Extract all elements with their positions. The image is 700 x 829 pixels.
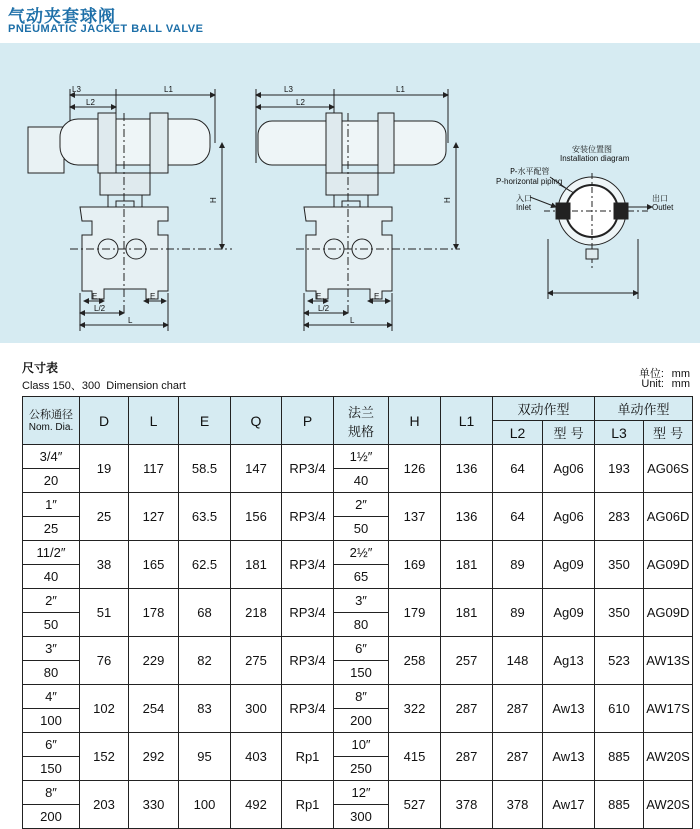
cell-L2: 148 <box>493 637 543 685</box>
cell-nom-mm: 80 <box>23 661 80 685</box>
svg-text:安装位置图: 安装位置图 <box>572 145 612 154</box>
table-row <box>23 637 693 661</box>
col-L: L <box>129 397 179 445</box>
cell-flange-mm: 300 <box>334 805 389 829</box>
cell-nom-mm: 150 <box>23 757 80 781</box>
cell-D: 19 <box>80 445 129 493</box>
svg-text:L2: L2 <box>86 98 95 107</box>
cell-Q: 403 <box>231 733 282 781</box>
col-flange: 法兰 规格 <box>334 397 389 445</box>
class-text: Class 150、300 <box>22 380 101 392</box>
cell-flange-mm: 65 <box>334 565 389 589</box>
svg-text:L1: L1 <box>396 85 405 94</box>
installation-diagram <box>530 173 652 299</box>
cell-flange-mm: 200 <box>334 709 389 733</box>
cell-L: 117 <box>129 445 179 493</box>
table-row <box>23 493 693 517</box>
cell-D: 51 <box>80 589 129 637</box>
svg-text:Installation diagram: Installation diagram <box>560 154 630 163</box>
cell-L: 292 <box>129 733 179 781</box>
svg-text:L: L <box>128 316 133 325</box>
cell-nom-mm: 50 <box>23 613 80 637</box>
cell-P: RP3/4 <box>282 445 334 493</box>
col-double-acting: 双动作型 <box>493 397 595 421</box>
cell-L3: 350 <box>595 589 644 637</box>
cell-L: 254 <box>129 685 179 733</box>
cell-L2: 64 <box>493 445 543 493</box>
svg-text:H: H <box>209 197 218 203</box>
cell-H: 169 <box>389 541 441 589</box>
cell-L3: 350 <box>595 541 644 589</box>
cell-flange-in: 6″ <box>334 637 389 661</box>
cell-flange-in: 3″ <box>334 589 389 613</box>
col-model-single: 型 号 <box>644 421 693 445</box>
cell-D: 152 <box>80 733 129 781</box>
cell-P: RP3/4 <box>282 541 334 589</box>
cell-model_s: AG09D <box>644 589 693 637</box>
cell-L3: 610 <box>595 685 644 733</box>
svg-text:出口: 出口 <box>652 194 668 203</box>
cell-P: Rp1 <box>282 781 334 829</box>
cell-L1: 287 <box>441 685 493 733</box>
cell-L: 330 <box>129 781 179 829</box>
cell-H: 527 <box>389 781 441 829</box>
dimension-chart-title: 尺寸表 <box>22 361 59 375</box>
cell-model_d: Ag09 <box>543 541 595 589</box>
page-title: 气动夹套球阀 <box>8 7 116 27</box>
cell-nom-mm: 40 <box>23 565 80 589</box>
svg-text:E: E <box>92 292 98 301</box>
cell-nom-in: 1″ <box>23 493 80 517</box>
cell-Q: 181 <box>231 541 282 589</box>
svg-text:L/2: L/2 <box>318 304 330 313</box>
cell-model_s: AG09D <box>644 541 693 589</box>
col-L3: L3 <box>595 421 644 445</box>
cell-nom-in: 6″ <box>23 733 80 757</box>
cell-E: 95 <box>179 733 231 781</box>
unit-zh-key: 单位: <box>638 368 664 380</box>
cell-L1: 136 <box>441 445 493 493</box>
table-row <box>23 781 693 805</box>
cell-L: 178 <box>129 589 179 637</box>
svg-text:入口: 入口 <box>516 194 532 203</box>
valve-view-double <box>256 89 460 331</box>
cell-nom-mm: 25 <box>23 517 80 541</box>
cell-P: RP3/4 <box>282 589 334 637</box>
col-E: E <box>179 397 231 445</box>
svg-text:L3: L3 <box>72 85 81 94</box>
cell-Q: 156 <box>231 493 282 541</box>
cell-model_s: AG06D <box>644 493 693 541</box>
cell-E: 68 <box>179 589 231 637</box>
cell-L3: 885 <box>595 781 644 829</box>
svg-text:P-水平配管: P-水平配管 <box>510 167 550 176</box>
page-subtitle: PNEUMATIC JACKET BALL VALVE <box>8 23 204 35</box>
cell-flange-mm: 40 <box>334 469 389 493</box>
svg-text:Outlet: Outlet <box>652 203 674 212</box>
svg-text:E: E <box>316 292 322 301</box>
svg-text:E: E <box>150 292 156 301</box>
cell-H: 137 <box>389 493 441 541</box>
cell-model_d: Ag06 <box>543 445 595 493</box>
cell-P: RP3/4 <box>282 685 334 733</box>
cell-L2: 64 <box>493 493 543 541</box>
table-row <box>23 733 693 757</box>
unit-en-key: Unit: <box>641 378 664 390</box>
col-L1: L1 <box>441 397 493 445</box>
unit-en-value: mm <box>671 378 690 390</box>
col-model-double: 型 号 <box>543 421 595 445</box>
cell-L2: 89 <box>493 541 543 589</box>
cell-P: RP3/4 <box>282 637 334 685</box>
cell-flange-mm: 250 <box>334 757 389 781</box>
cell-E: 83 <box>179 685 231 733</box>
cell-flange-in: 2½″ <box>334 541 389 565</box>
cell-L1: 136 <box>441 493 493 541</box>
cell-nom-in: 4″ <box>23 685 80 709</box>
cell-nom-in: 11/2″ <box>23 541 80 565</box>
dimension-table <box>22 396 693 829</box>
cell-D: 102 <box>80 685 129 733</box>
cell-E: 82 <box>179 637 231 685</box>
cell-L2: 378 <box>493 781 543 829</box>
cell-flange-in: 12″ <box>334 781 389 805</box>
svg-text:L3: L3 <box>284 85 293 94</box>
cell-H: 258 <box>389 637 441 685</box>
cell-L2: 89 <box>493 589 543 637</box>
cell-D: 38 <box>80 541 129 589</box>
cell-model_s: AW17S <box>644 685 693 733</box>
cell-Q: 147 <box>231 445 282 493</box>
cell-nom-in: 2″ <box>23 589 80 613</box>
cell-Q: 275 <box>231 637 282 685</box>
unit-zh-value: mm <box>671 368 690 380</box>
cell-Q: 492 <box>231 781 282 829</box>
cell-L: 229 <box>129 637 179 685</box>
cell-nom-in: 3/4″ <box>23 445 80 469</box>
cell-model_d: Ag13 <box>543 637 595 685</box>
svg-text:E: E <box>374 292 380 301</box>
cell-E: 63.5 <box>179 493 231 541</box>
cell-L: 127 <box>129 493 179 541</box>
col-single-acting: 单动作型 <box>595 397 693 421</box>
cell-flange-in: 8″ <box>334 685 389 709</box>
unit-en <box>641 378 690 390</box>
cell-H: 126 <box>389 445 441 493</box>
technical-drawing <box>0 43 700 343</box>
svg-text:H: H <box>443 197 452 203</box>
svg-text:L1: L1 <box>164 85 173 94</box>
cell-P: RP3/4 <box>282 493 334 541</box>
cell-nom-in: 8″ <box>23 781 80 805</box>
cell-L3: 885 <box>595 733 644 781</box>
col-Q: Q <box>231 397 282 445</box>
cell-P: Rp1 <box>282 733 334 781</box>
dimension-table-body <box>23 445 693 829</box>
cell-L: 165 <box>129 541 179 589</box>
cell-L2: 287 <box>493 733 543 781</box>
cell-E: 62.5 <box>179 541 231 589</box>
cell-flange-mm: 50 <box>334 517 389 541</box>
cell-L2: 287 <box>493 685 543 733</box>
cell-flange-mm: 150 <box>334 661 389 685</box>
cell-model_s: AW20S <box>644 733 693 781</box>
cell-D: 76 <box>80 637 129 685</box>
cell-E: 100 <box>179 781 231 829</box>
cell-H: 322 <box>389 685 441 733</box>
cell-nom-mm: 20 <box>23 469 80 493</box>
table-row <box>23 589 693 613</box>
table-row <box>23 541 693 565</box>
cell-model_s: AW20S <box>644 781 693 829</box>
cell-D: 25 <box>80 493 129 541</box>
cell-nom-mm: 100 <box>23 709 80 733</box>
cell-L1: 287 <box>441 733 493 781</box>
svg-text:L: L <box>350 316 355 325</box>
cell-model_d: Aw17 <box>543 781 595 829</box>
valve-drawing-svg <box>0 43 700 343</box>
cell-H: 179 <box>389 589 441 637</box>
chart-text: Dimension chart <box>106 380 186 392</box>
cell-L3: 523 <box>595 637 644 685</box>
cell-model_d: Ag09 <box>543 589 595 637</box>
cell-flange-in: 1½″ <box>334 445 389 469</box>
cell-nom-mm: 200 <box>23 805 80 829</box>
cell-L3: 193 <box>595 445 644 493</box>
svg-text:L/2: L/2 <box>94 304 106 313</box>
cell-Q: 300 <box>231 685 282 733</box>
col-L2: L2 <box>493 421 543 445</box>
cell-L1: 181 <box>441 589 493 637</box>
col-P: P <box>282 397 334 445</box>
cell-flange-in: 10″ <box>334 733 389 757</box>
col-H: H <box>389 397 441 445</box>
cell-nom-in: 3″ <box>23 637 80 661</box>
svg-text:P-horizontal piping: P-horizontal piping <box>496 177 563 186</box>
col-D: D <box>80 397 129 445</box>
cell-L1: 181 <box>441 541 493 589</box>
col-nom: 公称通径 Nom. Dia. <box>23 397 80 445</box>
cell-E: 58.5 <box>179 445 231 493</box>
cell-flange-mm: 80 <box>334 613 389 637</box>
cell-model_d: Ag06 <box>543 493 595 541</box>
cell-model_s: AG06S <box>644 445 693 493</box>
svg-text:Inlet: Inlet <box>516 203 532 212</box>
valve-view-single <box>28 89 232 331</box>
cell-D: 203 <box>80 781 129 829</box>
cell-L1: 257 <box>441 637 493 685</box>
cell-H: 415 <box>389 733 441 781</box>
cell-Q: 218 <box>231 589 282 637</box>
cell-model_s: AW13S <box>644 637 693 685</box>
cell-model_d: Aw13 <box>543 685 595 733</box>
cell-flange-in: 2″ <box>334 493 389 517</box>
cell-model_d: Aw13 <box>543 733 595 781</box>
table-row <box>23 445 693 469</box>
cell-L1: 378 <box>441 781 493 829</box>
table-row <box>23 685 693 709</box>
cell-L3: 283 <box>595 493 644 541</box>
dimension-chart-subtitle <box>22 377 186 393</box>
svg-text:L2: L2 <box>296 98 305 107</box>
